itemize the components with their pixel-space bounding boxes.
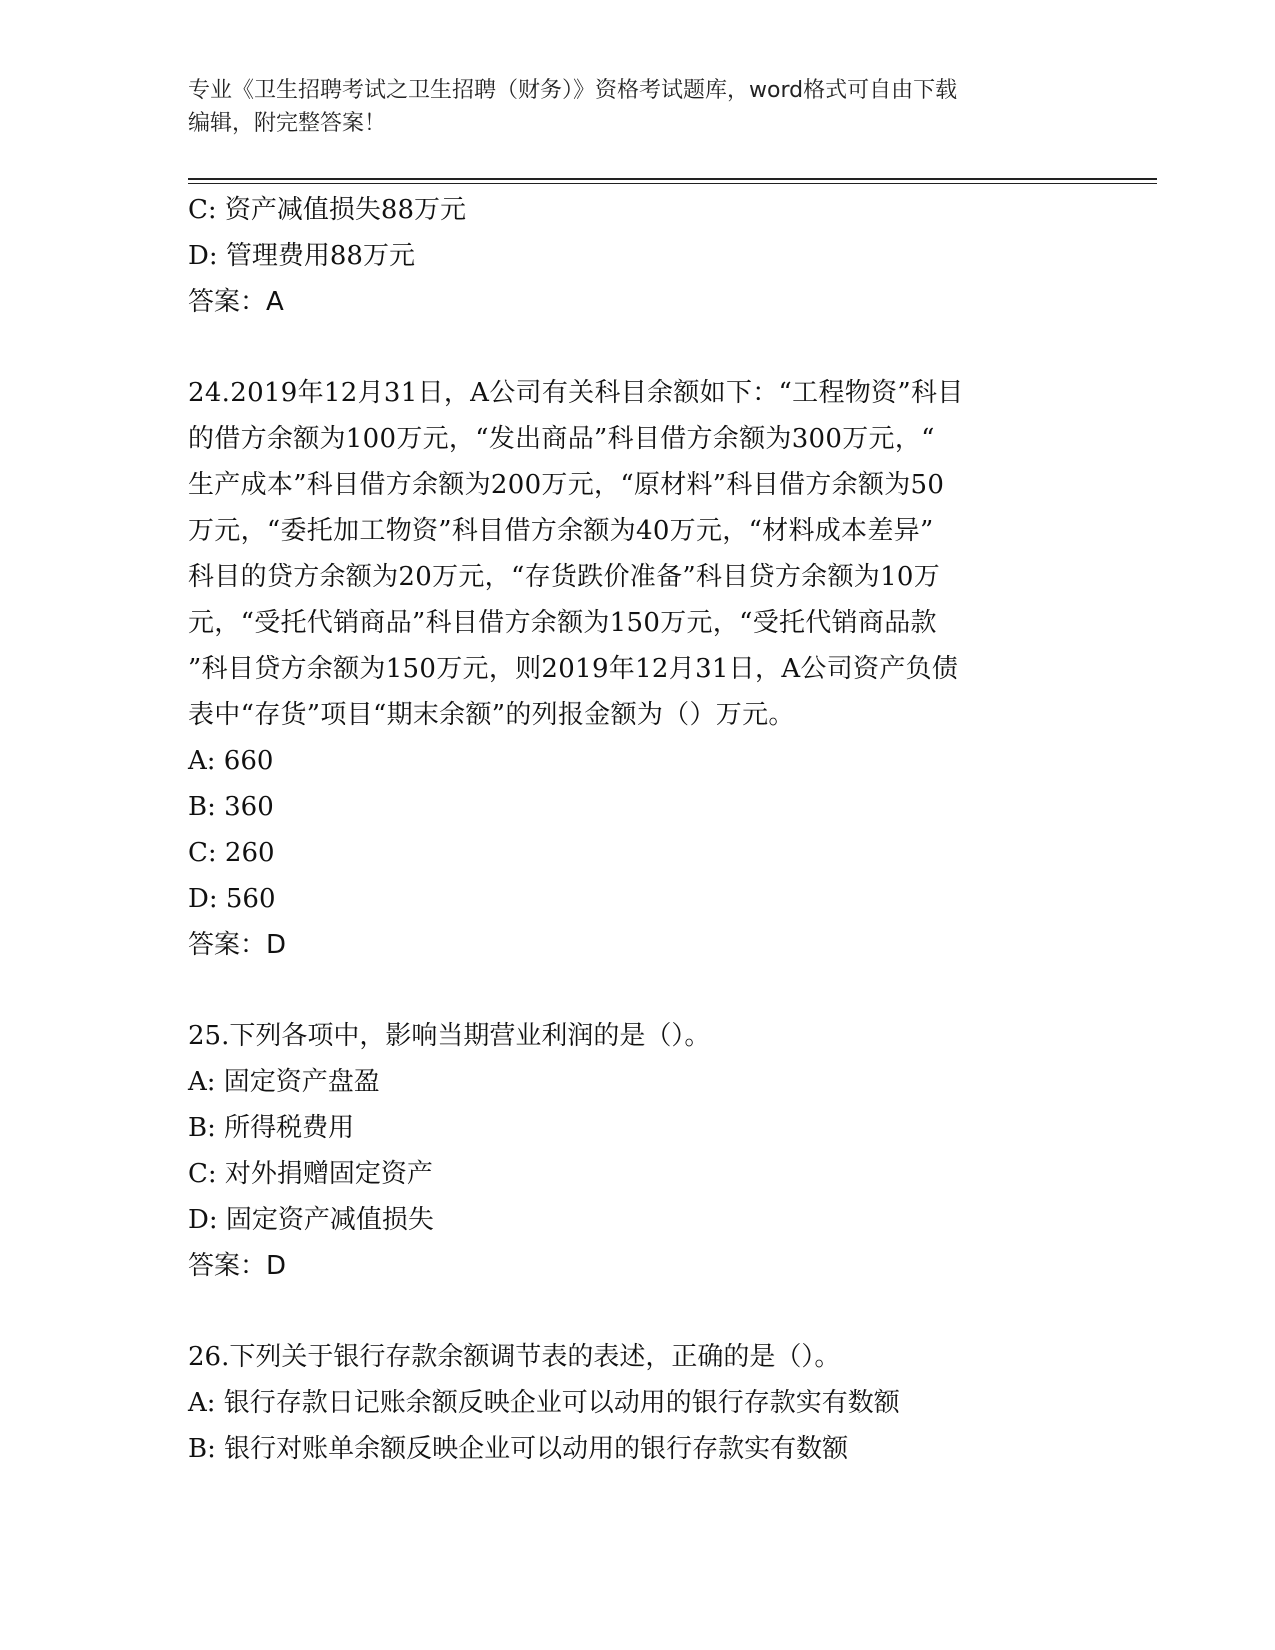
- q24-stem-line: 的借方余额为100万元，“发出商品”科目借方余额为300万元，“: [188, 424, 935, 454]
- header-divider-thin: [188, 183, 1157, 184]
- q24-stem-line: 元，“受托代销商品”科目借方余额为150万元，“受托代销商品款: [188, 608, 937, 638]
- q25-option-d: D: 固定资产减值损失: [188, 1205, 434, 1235]
- header-divider-thick: [188, 178, 1157, 180]
- q24-option-c: C: 260: [188, 838, 275, 868]
- q25-option-a: A: 固定资产盘盈: [188, 1067, 380, 1097]
- question-spacer: [188, 1289, 1088, 1334]
- question-23-tail: [188, 187, 1088, 325]
- question-spacer: [188, 325, 1088, 370]
- q24-stem: [188, 370, 1088, 738]
- q26-option-a: A: 银行存款日记账余额反映企业可以动用的银行存款实有数额: [188, 1388, 900, 1418]
- q24-stem-line: 万元，“委托加工物资”科目借方余额为40万元，“材料成本差异”: [188, 516, 934, 546]
- q26-stem: 26.下列关于银行存款余额调节表的表述，正确的是（）。: [188, 1342, 841, 1372]
- q24-stem-line: ”科目贷方余额为150万元，则2019年12月31日，A公司资产负债: [188, 654, 959, 684]
- q24-stem-line: 24.2019年12月31日，A公司有关科目余额如下：“工程物资”科目: [188, 378, 964, 408]
- q24-stem-line: 科目的贷方余额为20万元，“存货跌价准备”科目贷方余额为10万: [188, 562, 941, 592]
- question-spacer: [188, 968, 1088, 1013]
- header-line-1: 专业《卫生招聘考试之卫生招聘（财务）》资格考试题库，word格式可自由下载: [188, 78, 958, 103]
- q25-stem: 25.下列各项中，影响当期营业利润的是（）。: [188, 1021, 711, 1051]
- question-content: [188, 187, 1088, 1472]
- q24-answer: 答案：D: [188, 930, 287, 960]
- q25-answer: 答案：D: [188, 1251, 287, 1281]
- q23-option-c: C: 资产减值损失88万元: [188, 195, 467, 225]
- q24-option-b: B: 360: [188, 792, 274, 822]
- q23-option-d: D: 管理费用88万元: [188, 241, 415, 271]
- question-24: [188, 370, 1088, 968]
- q24-stem-line: 生产成本”科目借方余额为200万元，“原材料”科目借方余额为50: [188, 470, 945, 500]
- q26-option-b: B: 银行对账单余额反映企业可以动用的银行存款实有数额: [188, 1434, 849, 1464]
- document-header: [188, 74, 1108, 140]
- q25-option-c: C: 对外捐赠固定资产: [188, 1159, 433, 1189]
- q24-option-a: A: 660: [188, 746, 274, 776]
- q25-option-b: B: 所得税费用: [188, 1113, 355, 1143]
- question-26: [188, 1334, 1088, 1472]
- question-25: [188, 1013, 1088, 1289]
- q24-option-d: D: 560: [188, 884, 276, 914]
- q24-stem-line: 表中“存货”项目“期末余额”的列报金额为（）万元。: [188, 700, 795, 730]
- header-line-2: 编辑，附完整答案！: [188, 111, 387, 136]
- q23-answer: 答案：A: [188, 287, 284, 317]
